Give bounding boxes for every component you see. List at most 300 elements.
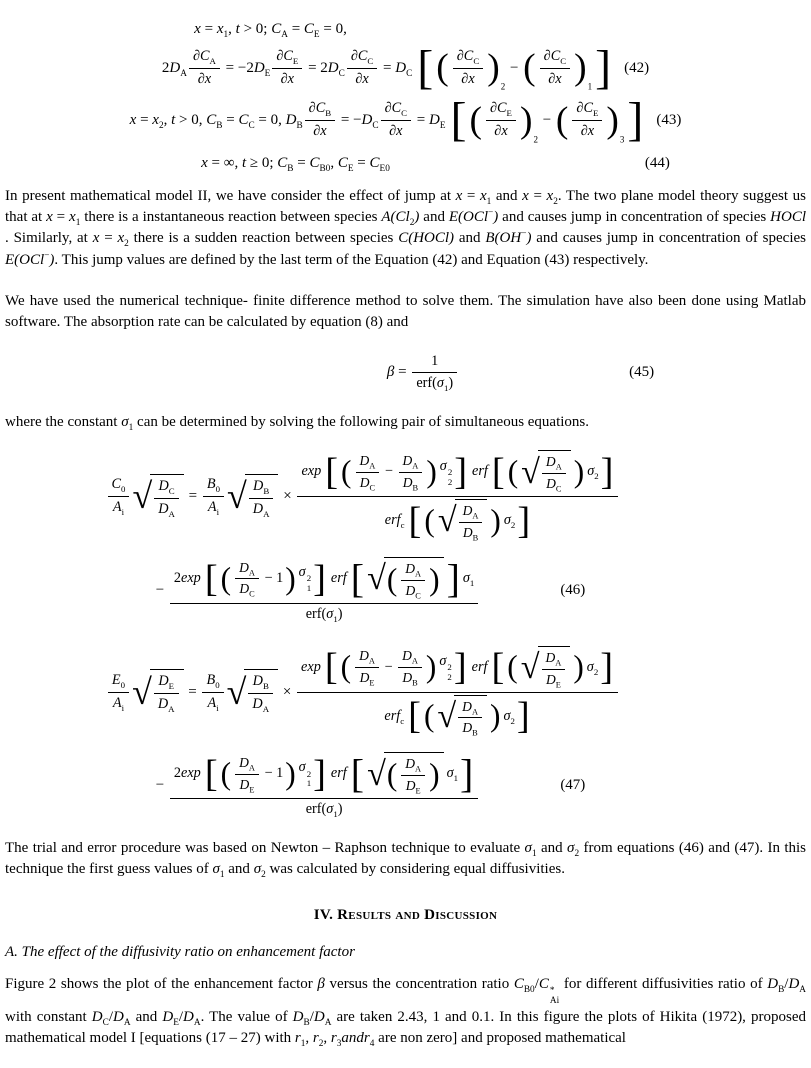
math-var: D	[252, 696, 263, 713]
math-group	[193, 48, 216, 66]
math-text: )	[448, 375, 454, 392]
math-group	[239, 560, 255, 577]
math-text: (43)	[656, 112, 682, 129]
math-text: . The two plane model theory suggest us that at	[5, 187, 806, 226]
math-var: C	[538, 975, 549, 992]
math-group	[351, 48, 373, 66]
math-group	[405, 756, 421, 773]
math-var: ∂C	[576, 100, 593, 117]
fraction	[108, 671, 129, 714]
math-var: ∂x	[280, 70, 295, 87]
numerator	[297, 645, 618, 693]
math-var: σ	[567, 839, 575, 856]
math-var: D	[158, 673, 169, 690]
spacer	[644, 120, 656, 121]
math-group	[328, 59, 345, 78]
fence-glyph: [	[324, 646, 338, 689]
fence-group	[424, 499, 501, 543]
math-var: exp	[181, 765, 201, 782]
fence-glyph: [	[204, 557, 218, 600]
subscript: 0	[121, 484, 126, 495]
math-group	[581, 123, 594, 141]
math-var: erf	[330, 570, 347, 587]
math-var: t	[171, 112, 176, 129]
fence-glyph: (	[507, 454, 519, 490]
subscript: B	[263, 485, 270, 496]
subscript: C	[473, 55, 480, 66]
math-text: 1	[306, 583, 312, 594]
fence-subscript: 1	[587, 81, 593, 92]
fence-body	[421, 499, 517, 543]
denominator	[572, 121, 602, 142]
fraction	[154, 672, 179, 715]
math-text: > 0,	[175, 112, 207, 129]
numerator	[401, 560, 425, 581]
fence-body	[231, 559, 285, 600]
math-var: D	[158, 500, 169, 517]
math-var: σ	[446, 765, 454, 782]
math-group	[387, 363, 394, 382]
fraction	[248, 672, 273, 715]
math-group	[309, 100, 331, 118]
numerator	[272, 47, 302, 69]
fence-glyph: [	[350, 751, 365, 797]
math-group	[480, 186, 491, 207]
math-group	[437, 375, 448, 393]
fence-glyph: ]	[454, 451, 468, 494]
fraction	[399, 452, 423, 493]
math-group	[162, 1007, 179, 1028]
denominator	[248, 694, 273, 715]
math-text: = −2	[221, 59, 254, 76]
math-group	[112, 672, 125, 690]
fence-group	[341, 647, 437, 688]
equation-boundary-x1	[5, 20, 806, 39]
math-var: B	[206, 476, 216, 493]
sup-sub-stack	[448, 468, 452, 487]
math-var: r	[330, 1029, 337, 1046]
fence-group	[387, 755, 440, 796]
math-var: ∂C	[490, 100, 507, 117]
radicand	[150, 474, 184, 520]
fence-group	[417, 40, 612, 94]
fence-group	[555, 99, 625, 145]
numerator	[189, 47, 220, 69]
math-group	[5, 250, 49, 271]
math-var: D	[402, 474, 413, 490]
fraction	[203, 475, 224, 518]
fence-glyph: )	[490, 502, 501, 538]
math-text: there is a instantaneous reaction between species	[80, 209, 382, 226]
equation-43	[5, 93, 806, 147]
radicand	[455, 499, 488, 543]
math-group	[461, 71, 474, 89]
spacer	[620, 496, 705, 497]
denominator	[108, 693, 129, 714]
math-text: 2	[173, 570, 182, 587]
numerator	[486, 99, 516, 121]
subscript: B	[472, 533, 479, 543]
denominator	[458, 718, 482, 738]
math-group	[402, 648, 418, 665]
numerator	[235, 754, 259, 775]
fraction	[189, 47, 220, 90]
math-group	[485, 228, 526, 249]
radicand	[538, 646, 571, 690]
math-group	[92, 1007, 109, 1028]
subscript: E	[264, 68, 271, 79]
math-text: and	[224, 861, 254, 878]
math-text: 2	[447, 476, 453, 487]
fence-glyph: (	[555, 99, 569, 141]
subscript: 2	[510, 715, 515, 726]
math-var: D	[239, 776, 250, 792]
square-root	[521, 450, 571, 494]
math-group	[194, 20, 201, 39]
radicand	[244, 669, 278, 715]
radical-sign: √	[437, 502, 457, 540]
subscript: 2	[318, 1038, 324, 1049]
math-group	[158, 478, 174, 496]
superscript: −	[44, 250, 50, 261]
math-group	[385, 512, 405, 530]
math-group	[360, 670, 375, 687]
numerator	[412, 352, 457, 374]
math-var: erf	[471, 658, 488, 675]
denominator	[459, 523, 483, 543]
math-group	[462, 699, 478, 716]
numerator	[108, 671, 129, 693]
subscript: 1	[333, 808, 338, 819]
math-var: σ	[436, 375, 444, 392]
math-group	[546, 672, 561, 689]
math-text: = ∞,	[207, 155, 242, 171]
math-group	[449, 207, 493, 228]
numerator	[108, 475, 130, 497]
numerator	[542, 453, 566, 474]
fence-glyph: (	[220, 755, 232, 791]
subscript: A	[555, 658, 562, 668]
math-var: x	[546, 187, 554, 204]
fence-glyph: )	[426, 454, 437, 490]
math-var: C	[277, 155, 288, 171]
fence-group	[508, 450, 585, 494]
subscript: E	[313, 30, 320, 40]
fence-glyph: )	[285, 755, 296, 791]
fraction	[355, 647, 379, 688]
subscript: A	[209, 55, 216, 66]
fence-glyph: ]	[313, 557, 326, 600]
math-text: =	[222, 112, 239, 129]
math-text: and	[491, 187, 523, 204]
math-group	[299, 564, 311, 594]
subscript: 4	[369, 1038, 375, 1049]
subsection-heading-diffusivity-ratio: A. The effect of the diffusivity ratio on enhancement factor	[5, 943, 355, 960]
subscript: C	[406, 68, 413, 79]
fence-glyph: )	[490, 698, 501, 734]
math-group	[207, 695, 218, 713]
subscript: 1	[469, 577, 475, 588]
fence-body	[338, 452, 454, 493]
math-group	[212, 859, 224, 880]
radical-sign: √	[226, 671, 247, 712]
math-var: σ	[439, 652, 447, 669]
fence-glyph: [	[491, 451, 505, 494]
math-group	[113, 1007, 131, 1028]
math-var: )	[414, 209, 420, 226]
fence-glyph: )	[429, 757, 440, 793]
math-group	[304, 20, 320, 39]
radical-sign: √	[227, 476, 247, 517]
numerator	[542, 649, 566, 670]
math-text: 1	[431, 352, 439, 369]
math-group	[405, 561, 421, 578]
math-var: D	[462, 720, 473, 736]
numerator	[399, 452, 423, 473]
denominator	[453, 69, 483, 90]
denominator	[305, 121, 335, 142]
fence-subscript: 3	[619, 134, 625, 145]
fraction	[170, 556, 478, 625]
subscript: 2	[409, 218, 415, 229]
math-group	[301, 463, 321, 481]
math-group	[239, 581, 254, 598]
subscript: E0	[379, 164, 390, 174]
math-text: =	[293, 155, 310, 171]
subscript: A	[555, 463, 562, 473]
math-var: C	[271, 21, 282, 37]
subscript: A	[324, 1017, 332, 1028]
math-group	[546, 650, 562, 667]
math-group	[206, 672, 219, 690]
subscript: 1	[300, 1038, 306, 1049]
fraction	[572, 99, 602, 142]
spacer	[459, 372, 629, 373]
math-group	[576, 100, 598, 118]
denominator	[235, 579, 259, 599]
spacer	[405, 521, 408, 522]
math-group	[277, 154, 293, 173]
math-var: D	[402, 648, 412, 664]
subscript: 3	[336, 1038, 342, 1049]
fraction	[297, 449, 618, 544]
math-var: ∂C	[192, 47, 210, 64]
subscript: B	[216, 121, 223, 132]
superscript: −	[488, 208, 494, 219]
math-var: σ	[253, 861, 262, 878]
fence-glyph: [	[417, 40, 434, 94]
subscript: C	[367, 55, 374, 66]
fence-subscript: 2	[500, 81, 506, 92]
math-text: ,	[323, 1029, 331, 1046]
math-var: exp	[301, 463, 322, 480]
math-group	[271, 20, 288, 39]
square-root	[227, 669, 278, 715]
math-var: C	[337, 155, 348, 171]
math-text: and causes jump in concentration of species	[498, 209, 771, 226]
subscript: i	[216, 507, 220, 518]
radical-sign: √	[367, 755, 386, 793]
math-var: x	[117, 230, 125, 247]
math-var: σ	[298, 759, 306, 776]
math-text: =	[379, 59, 396, 76]
math-text: − 1	[260, 765, 284, 782]
math-var: D	[239, 559, 249, 575]
subscript: 2	[124, 239, 129, 250]
math-var: ∂x	[197, 70, 212, 87]
fence-glyph: (	[386, 562, 398, 598]
fence-glyph: [	[325, 451, 339, 494]
math-var: D	[395, 59, 407, 76]
math-group	[403, 475, 418, 492]
math-var: ∂x	[548, 70, 562, 87]
subscript: B	[262, 681, 269, 692]
denominator	[381, 121, 411, 142]
denominator	[356, 473, 380, 493]
fence-glyph: ]	[460, 751, 474, 797]
subscript: C	[372, 121, 379, 132]
math-group	[439, 653, 451, 683]
denominator	[355, 668, 379, 688]
math-var: D	[359, 670, 370, 686]
math-var: x	[194, 21, 201, 37]
math-text: erf(	[305, 801, 327, 818]
fence-glyph: [	[450, 93, 467, 147]
denominator	[486, 121, 516, 142]
math-var: D	[359, 474, 370, 490]
sup-sub-stack	[307, 574, 311, 593]
subscript: c	[400, 520, 405, 531]
math-group	[331, 765, 347, 783]
math-text: 2	[447, 671, 452, 682]
math-var: D	[545, 454, 556, 470]
math-var: B	[206, 671, 216, 688]
math-group	[587, 659, 598, 677]
math-text: and	[130, 1008, 163, 1025]
math-var: D	[113, 1008, 124, 1025]
equation-47-line1	[5, 645, 806, 740]
subscript: B	[287, 164, 294, 174]
denominator	[235, 775, 259, 795]
math-group	[395, 59, 412, 78]
math-var: A(Cl	[381, 209, 410, 226]
math-group	[503, 708, 514, 726]
spacer	[141, 163, 201, 164]
math-var: D	[545, 671, 556, 687]
math-group	[253, 478, 269, 496]
math-group	[472, 463, 488, 481]
spacer	[612, 68, 624, 69]
radical-sign: √	[132, 476, 153, 517]
math-var: σ	[586, 658, 594, 675]
subscript: 0	[215, 679, 220, 690]
math-var: σ	[121, 414, 129, 431]
subscript: A	[412, 461, 419, 471]
fence-group	[492, 450, 614, 494]
spacer	[404, 716, 407, 717]
fraction	[356, 452, 380, 493]
math-group	[472, 659, 488, 677]
subscript: 2	[553, 196, 558, 207]
math-group	[293, 1007, 310, 1028]
math-var: D	[405, 561, 416, 577]
math-var: D	[402, 670, 413, 686]
fence-body	[218, 754, 313, 795]
math-group	[113, 499, 124, 517]
fence-group	[325, 647, 467, 688]
fence-glyph: ]	[453, 646, 467, 689]
math-group	[402, 670, 417, 687]
math-text: . This jump values are defined by the last term of the Equation (42) and Equation (43) respectively.	[54, 251, 649, 268]
subscript: A	[123, 1017, 131, 1028]
subscript: E	[415, 786, 421, 796]
fence-group	[387, 560, 440, 601]
math-group	[130, 111, 137, 130]
fence-group	[351, 752, 474, 796]
fence-body	[568, 99, 606, 142]
math-var: β	[317, 975, 325, 992]
equation-46-line1	[5, 449, 806, 544]
square-root	[521, 646, 571, 690]
math-var: D	[169, 59, 181, 76]
numerator	[203, 475, 224, 497]
subscript: E	[347, 164, 354, 174]
subscript: C	[248, 121, 255, 132]
spacer	[347, 578, 350, 579]
math-var: D	[359, 452, 370, 468]
subscript: A	[799, 984, 806, 995]
subscript: 2	[593, 666, 599, 677]
subscript: A	[168, 508, 175, 519]
square-root	[438, 499, 488, 543]
math-group	[281, 71, 294, 89]
math-group	[463, 503, 479, 520]
subscript: B	[303, 1017, 310, 1028]
fence-glyph: [	[350, 556, 365, 602]
math-text: ×	[279, 488, 296, 505]
fence-glyph: ]	[600, 646, 614, 689]
subscript: E	[555, 680, 561, 690]
math-group	[152, 111, 163, 130]
math-var: σ	[587, 463, 595, 480]
math-var: D	[158, 477, 169, 494]
math-group	[587, 463, 598, 481]
fence-body	[397, 755, 429, 796]
fraction	[154, 477, 179, 520]
fence-glyph: (	[340, 649, 352, 685]
math-text: −	[538, 112, 555, 129]
subscript: C	[560, 55, 567, 66]
fence-group	[436, 47, 505, 90]
math-var: HOCl	[770, 209, 806, 226]
math-group	[384, 708, 404, 726]
math-group	[360, 453, 376, 470]
fence-group	[205, 754, 326, 795]
spacer	[347, 29, 617, 30]
math-var: D	[313, 1008, 325, 1025]
math-var: erf	[384, 512, 401, 529]
fence-glyph: )	[573, 454, 585, 490]
numerator	[249, 477, 274, 499]
square-root	[367, 557, 444, 601]
math-text: and causes jump in concentration of species	[531, 230, 806, 247]
math-var: r	[363, 1029, 370, 1046]
math-group	[548, 71, 561, 89]
numerator	[202, 671, 223, 693]
math-group	[238, 111, 254, 130]
math-group	[69, 207, 80, 228]
math-var: x	[152, 112, 159, 129]
